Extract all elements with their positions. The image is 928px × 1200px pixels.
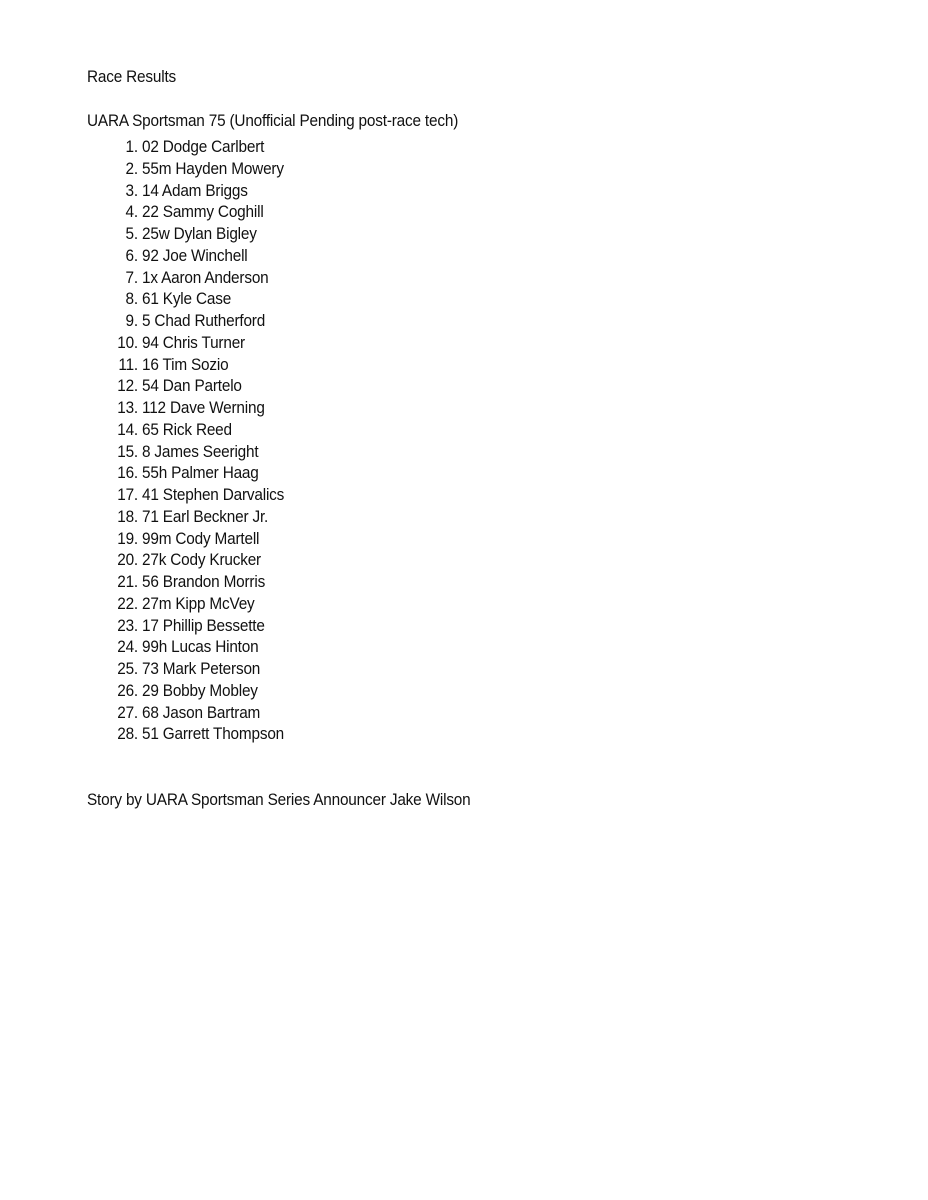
result-position: 19.: [117, 529, 138, 548]
result-position: 16.: [117, 464, 138, 483]
result-entry: 5 Chad Rutherford: [142, 312, 266, 330]
result-entry: 99h Lucas Hinton: [142, 638, 259, 657]
result-position: 9.: [125, 312, 138, 330]
result-position: 22.: [117, 594, 138, 613]
result-entry: 41 Stephen Darvalics: [142, 486, 285, 504]
result-entry: 55m Hayden Mowery: [142, 159, 284, 178]
result-position: 25.: [117, 660, 138, 678]
result-position: 24.: [117, 638, 138, 657]
result-position: 18.: [117, 507, 138, 526]
result-entry: 71 Earl Beckner Jr.: [142, 507, 269, 526]
result-entry: 65 Rick Reed: [142, 420, 232, 439]
result-position: 3.: [125, 181, 138, 200]
result-entry: 99m Cody Martell: [142, 529, 260, 548]
result-entry: 55h Palmer Haag: [142, 464, 259, 483]
result-entry: 25w Dylan Bigley: [142, 225, 257, 243]
result-position: 28.: [117, 725, 138, 744]
result-entry: 27k Cody Krucker: [142, 551, 261, 570]
result-position: 21.: [117, 573, 138, 591]
result-position: 26.: [117, 681, 138, 700]
result-position: 7.: [125, 268, 138, 287]
result-entry: 73 Mark Peterson: [142, 660, 261, 678]
page-title: Race Results: [87, 68, 177, 86]
result-position: 8.: [125, 290, 138, 309]
result-entry: 14 Adam Briggs: [142, 181, 248, 200]
result-entry: 02 Dodge Carlbert: [142, 138, 265, 156]
result-entry: 92 Joe Winchell: [142, 246, 248, 265]
result-position: 4.: [125, 203, 138, 222]
race-name: UARA Sportsman 75 (Unofficial Pending post-race tech): [87, 112, 459, 130]
result-entry: 68 Jason Bartram: [142, 703, 261, 722]
result-entry: 27m Kipp McVey: [142, 594, 255, 613]
result-entry: 17 Phillip Bessette: [142, 616, 265, 635]
result-position: 14.: [117, 420, 138, 439]
result-entry: 61 Kyle Case: [142, 290, 232, 309]
result-position: 5.: [125, 225, 138, 243]
result-position: 6.: [125, 246, 138, 265]
result-position: 2.: [125, 159, 138, 178]
result-entry: 16 Tim Sozio: [142, 355, 229, 374]
result-position: 23.: [117, 616, 138, 635]
result-entry: 1x Aaron Anderson: [142, 268, 269, 287]
result-position: 15.: [117, 442, 138, 461]
result-position: 20.: [117, 551, 138, 570]
result-entry: 94 Chris Turner: [142, 333, 245, 352]
result-entry: 22 Sammy Coghill: [142, 203, 264, 222]
result-entry: 51 Garrett Thompson: [142, 725, 285, 744]
result-entry: 56 Brandon Morris: [142, 573, 266, 591]
result-position: 10.: [117, 333, 138, 352]
result-position: 1.: [125, 138, 138, 156]
result-position: 17.: [117, 486, 138, 504]
result-position: 11.: [118, 355, 138, 374]
result-entry: 112 Dave Werning: [142, 399, 265, 417]
result-position: 13.: [117, 399, 138, 417]
result-entry: 8 James Seeright: [142, 442, 259, 461]
result-position: 27.: [117, 703, 138, 722]
result-entry: 29 Bobby Mobley: [142, 681, 258, 700]
result-entry: 54 Dan Partelo: [142, 377, 242, 396]
result-position: 12.: [117, 377, 138, 396]
story-credit: Story by UARA Sportsman Series Announcer Jake Wilson: [87, 791, 471, 809]
